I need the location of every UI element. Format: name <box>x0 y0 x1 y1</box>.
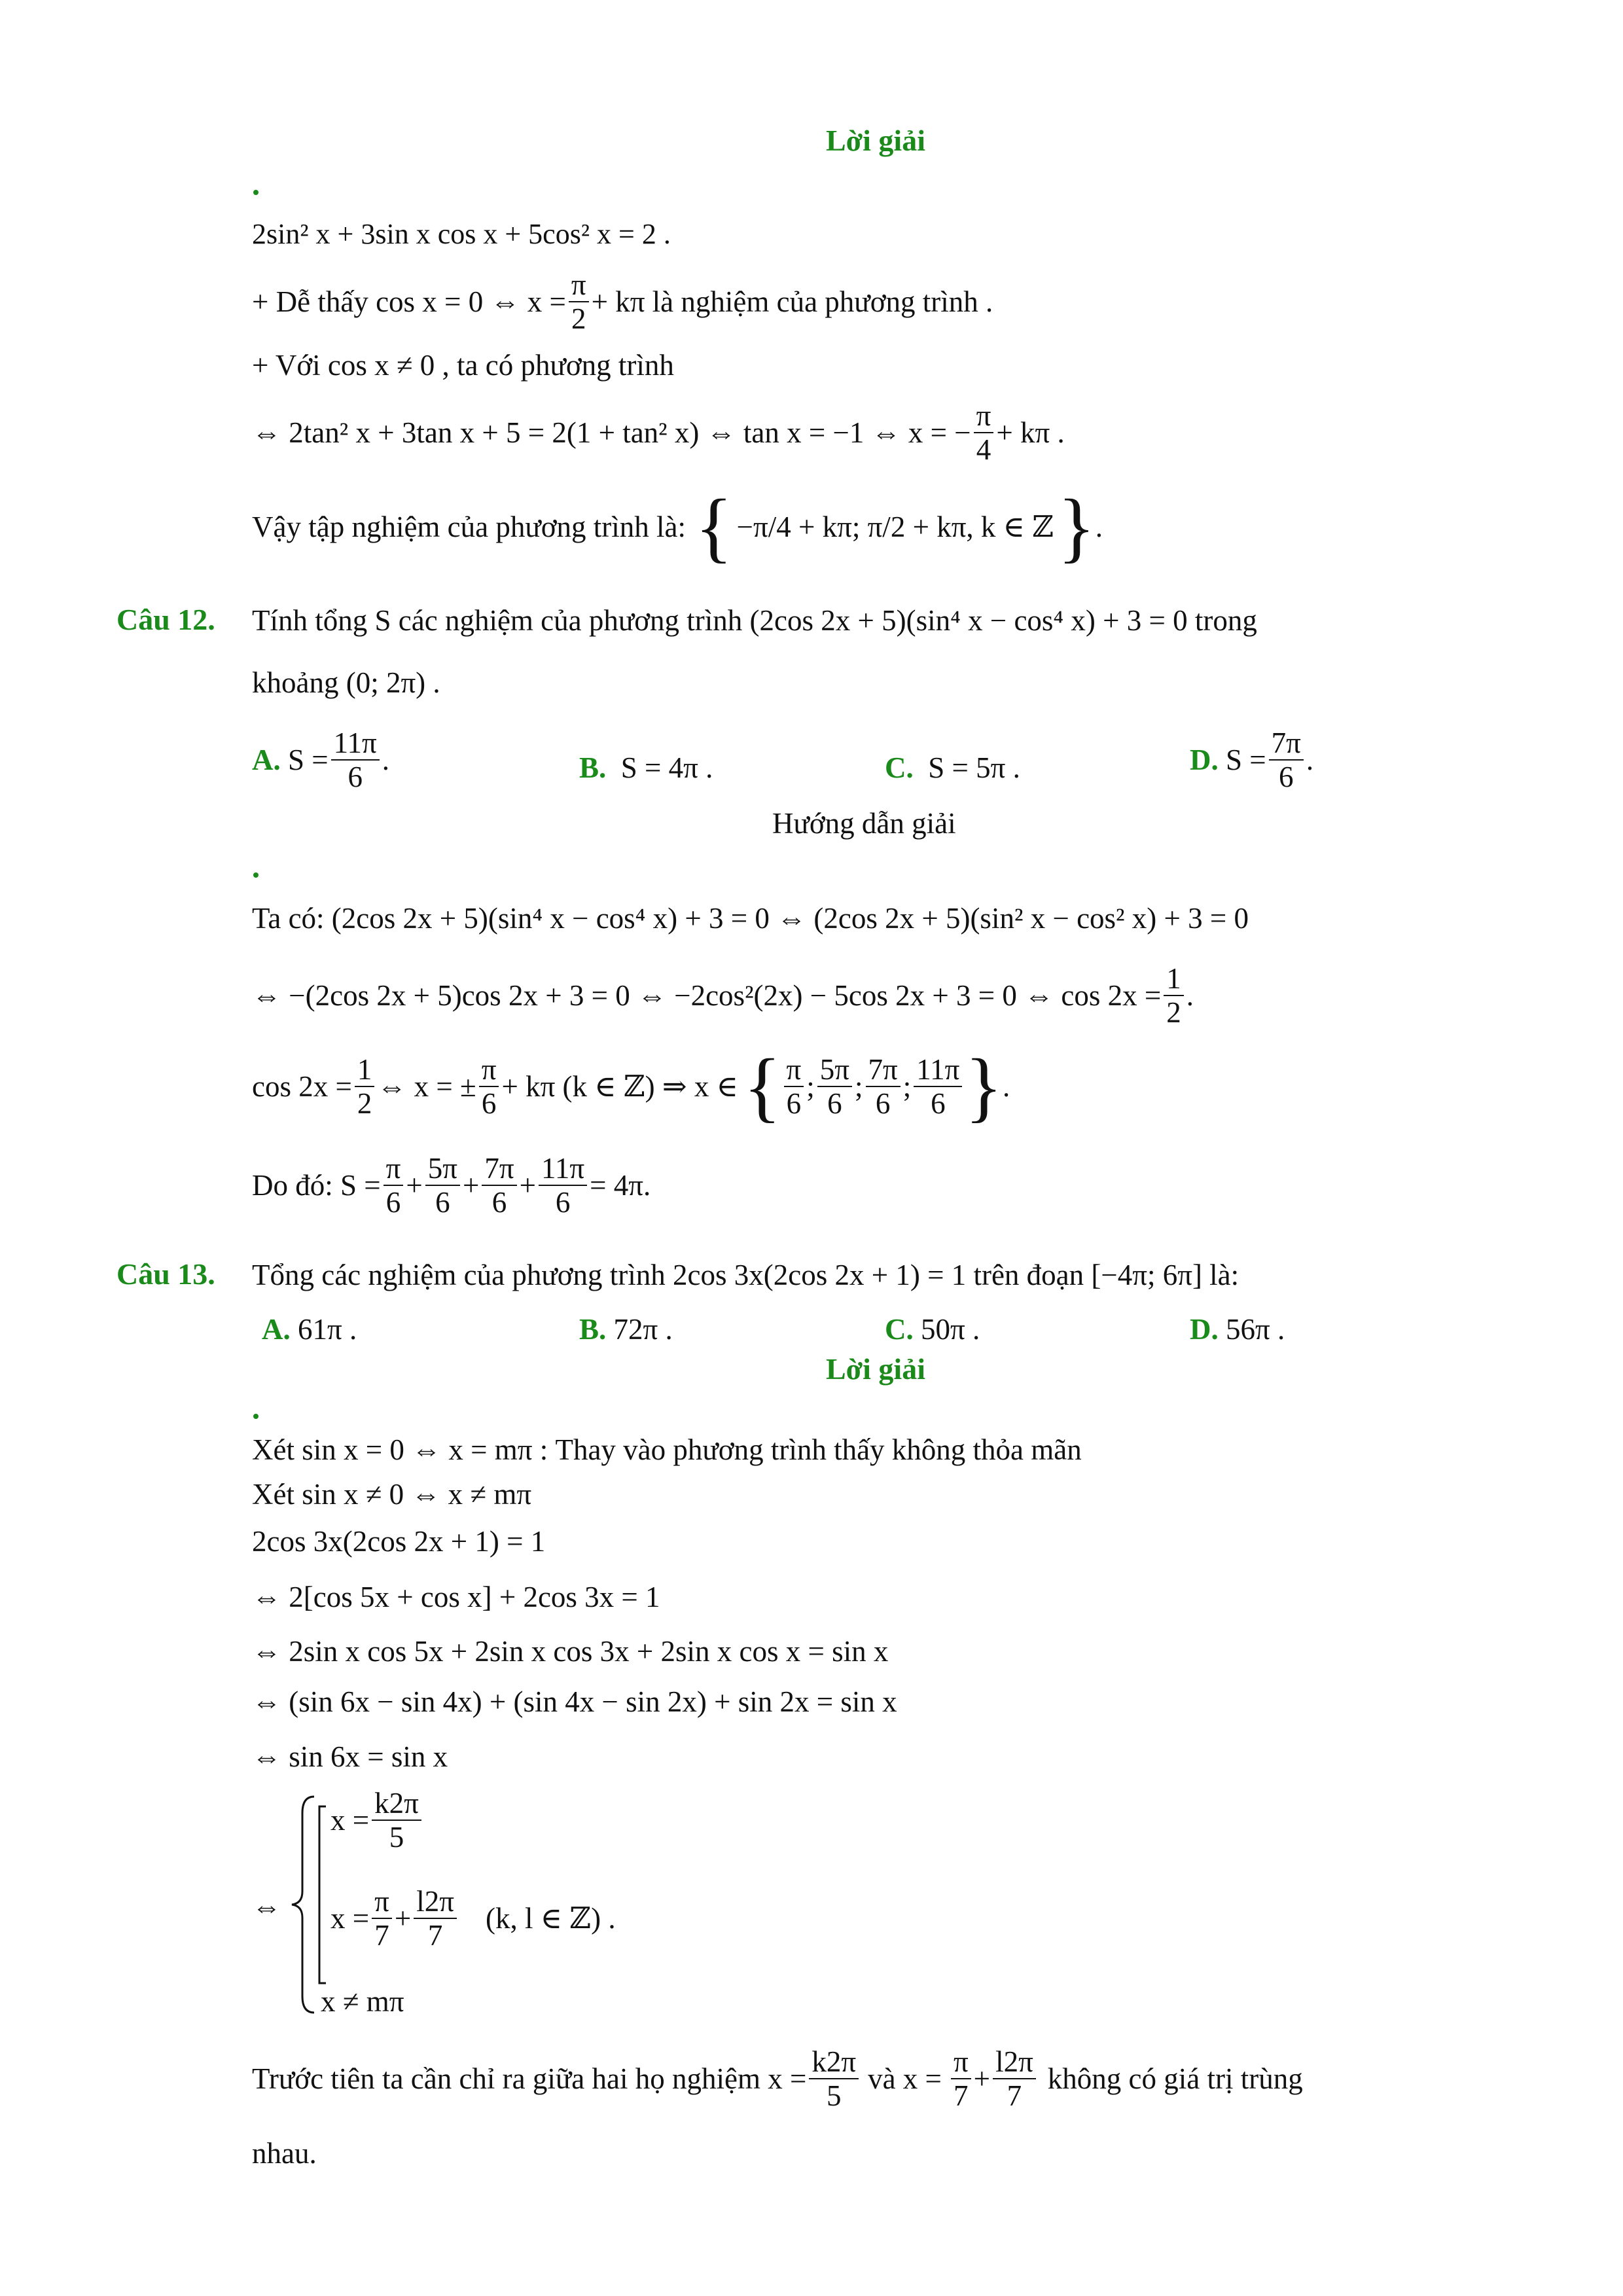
fraction <box>809 2045 859 2112</box>
text: x = <box>330 1804 370 1837</box>
denominator: 6 <box>555 1186 571 1219</box>
numerator: 5π <box>425 1152 460 1186</box>
text: ⇔ x = ± <box>377 1070 476 1103</box>
solution-set: $\frac{\pi}{6}$ ; $\frac{5\pi}{6}$ ; $\frac{7\pi}{6}$ ; $\frac{11\pi}{6}$ <box>781 1053 965 1120</box>
option-c[interactable] <box>885 1311 980 1348</box>
solution-set: −π/4 + kπ; π/2 + kπ, k ∈ ℤ <box>736 511 1054 543</box>
option-letter: C. <box>885 751 914 784</box>
denominator: 6 <box>1279 761 1294 793</box>
numerator: 5π <box>817 1053 852 1087</box>
fraction <box>539 1152 587 1219</box>
fraction <box>372 1787 421 1854</box>
numerator: π <box>383 1152 404 1186</box>
option-b[interactable] <box>579 749 713 786</box>
sum-terms: $\frac{\pi}{6}$ + $\frac{5\pi}{6}$ + $\frac{7\pi}{6}$ + $\frac{11\pi}{6}$ <box>381 1152 590 1219</box>
numerator: 7π <box>866 1053 901 1087</box>
denominator: 4 <box>976 433 991 466</box>
solution-heading: Lời giải <box>826 124 925 157</box>
denominator: 6 <box>481 1087 497 1120</box>
solution-step: Xét sin x ≠ 0 ⇔ x ≠ mπ <box>252 1478 532 1511</box>
text: cos 2x = <box>252 1070 352 1103</box>
numerator: 11π <box>539 1152 587 1186</box>
fraction <box>993 2045 1036 2112</box>
numerator: 11π <box>331 726 380 761</box>
equivalence-arrow: ⇔ <box>252 1890 281 1923</box>
option-letter: D. <box>1190 1313 1219 1346</box>
numerator: 1 <box>355 1053 375 1087</box>
fraction <box>866 1053 901 1120</box>
solution-step: cos 2x = $\frac{1}{2}$ ⇔ x = ± $\frac{\pi}{6}$ + kπ (k ∈ ℤ) ⇒ x ∈ { $\frac{\pi}{6}$ ; $\frac{5\pi}{6}$ ; $\frac{7\pi}{6}$ ; $\frac{11\pi}{6}$ } . <box>252 1043 1010 1130</box>
option-b[interactable] <box>579 1311 673 1348</box>
numerator: 7π <box>482 1152 516 1186</box>
case-cos-nonzero: + Với cos x ≠ 0 , ta có phương trình <box>252 349 674 382</box>
question-label: Câu 13. <box>116 1257 215 1291</box>
text: + kπ (k ∈ ℤ) ⇒ x ∈ <box>501 1070 738 1103</box>
text: + Dễ thấy cos x = 0 ⇔ x = <box>252 285 566 318</box>
solution-step: ⇔ 2[cos 5x + cos x] + 2cos 3x = 1 <box>252 1581 660 1613</box>
fraction <box>569 268 589 335</box>
denominator: 6 <box>348 761 363 793</box>
text: = 4π. <box>590 1169 651 1202</box>
text: x = <box>330 1902 370 1935</box>
option-d[interactable] <box>1190 726 1313 793</box>
denominator: 5 <box>826 2079 842 2112</box>
system-eq-3: x ≠ mπ <box>321 1985 404 2018</box>
denominator: 7 <box>427 1919 443 1952</box>
system-eq-1 <box>330 1787 424 1854</box>
solution-step: ⇔ 2sin x cos 5x + 2sin x cos 3x + 2sin x cos x = sin x <box>252 1635 889 1668</box>
bullet-dot <box>253 872 259 878</box>
numerator: π <box>784 1053 804 1087</box>
denominator: 6 <box>875 1087 891 1120</box>
denominator: 6 <box>931 1087 946 1120</box>
option-c[interactable] <box>885 749 1020 786</box>
equation-line: 2sin² x + 3sin x cos x + 5cos² x = 2 . <box>252 218 671 250</box>
option-text: S = <box>1226 744 1266 776</box>
solution-step: ⇔ −(2cos 2x + 5)cos 2x + 3 = 0 ⇔ −2cos²(2x) − 5cos 2x + 3 = 0 ⇔ cos 2x = $\frac{1}{2}$ . <box>252 962 1194 1029</box>
system-brace <box>288 1793 334 2016</box>
denominator: 6 <box>435 1186 450 1219</box>
option-text: S = <box>288 744 329 776</box>
solution-step: Xét sin x = 0 ⇔ x = mπ : Thay vào phương trình thấy không thỏa mãn <box>252 1433 1082 1466</box>
denominator: 6 <box>786 1087 802 1120</box>
denominator: 6 <box>491 1186 507 1219</box>
case-cos-zero <box>252 268 993 335</box>
fraction <box>914 1053 962 1120</box>
question-text: Tổng các nghiệm của phương trình 2cos 3x(2cos 2x + 1) = 1 trên đoạn [−4π; 6π] là: <box>252 1259 1240 1291</box>
option-letter: C. <box>885 1313 914 1346</box>
text: ⇔ 2tan² x + 3tan x + 5 = 2(1 + tan² x) ⇔ tan x = −1 ⇔ x = − <box>252 416 971 449</box>
fraction <box>482 1152 516 1219</box>
solution-step: 2cos 3x(2cos 2x + 1) = 1 <box>252 1525 546 1558</box>
fraction <box>331 726 380 793</box>
numerator: π <box>569 268 589 302</box>
fraction <box>414 1885 457 1952</box>
denominator: 6 <box>827 1087 842 1120</box>
system-eq-2: x = $\frac{\pi}{7}$ + $\frac{l2\pi}{7}$ (k, l ∈ ℤ) . <box>330 1885 616 1952</box>
numerator: π <box>372 1885 392 1919</box>
right-brace: } <box>965 1043 1003 1130</box>
fraction <box>817 1053 852 1120</box>
solution-step: ⇔ sin 6x = sin x <box>252 1740 448 1773</box>
numerator: l2π <box>993 2045 1036 2079</box>
guide-heading: Hướng dẫn giải <box>772 807 956 840</box>
numerator: 7π <box>1269 726 1304 761</box>
option-text: S = 4π . <box>620 751 713 784</box>
numerator: π <box>479 1053 499 1087</box>
option-a[interactable] <box>252 726 389 793</box>
numerator: 1 <box>1164 962 1184 996</box>
option-letter: A. <box>262 1313 291 1346</box>
right-brace: } <box>1058 483 1096 570</box>
option-post: . <box>382 744 389 776</box>
solution-step: ⇔ (sin 6x − sin 4x) + (sin 4x − sin 2x) + sin 2x = sin x <box>252 1685 897 1718</box>
numerator: π <box>974 399 994 433</box>
fraction <box>951 2045 971 2112</box>
option-text: S = 5π . <box>928 751 1020 784</box>
question-text-cont: khoảng (0; 2π) . <box>252 666 440 699</box>
text: + kπ . <box>996 416 1065 449</box>
option-text: 61π . <box>298 1313 357 1346</box>
denominator: 2 <box>1166 996 1181 1029</box>
option-d[interactable] <box>1190 1311 1285 1348</box>
numerator: k2π <box>809 2045 859 2079</box>
solution-step: Ta có: (2cos 2x + 5)(sin⁴ x − cos⁴ x) + 3 = 0 ⇔ (2cos 2x + 5)(sin² x − cos² x) + 3 = 0 <box>252 902 1249 935</box>
numerator: 11π <box>914 1053 962 1087</box>
fraction <box>1269 726 1304 793</box>
option-text: 50π . <box>921 1313 980 1346</box>
bullet-dot <box>253 1414 259 1419</box>
option-letter: B. <box>579 751 607 784</box>
text: Trước tiên ta cần chỉ ra giữa hai họ nghiệm x = <box>252 2062 807 2095</box>
solution-set-line: Vậy tập nghiệm của phương trình là: { −π/4 + kπ; π/2 + kπ, k ∈ ℤ } . <box>252 483 1103 570</box>
option-a[interactable] <box>262 1311 357 1348</box>
option-letter: B. <box>579 1313 607 1346</box>
denominator: 2 <box>571 302 586 335</box>
denominator: 7 <box>1007 2079 1022 2112</box>
denominator: 7 <box>954 2079 969 2112</box>
fraction <box>479 1053 499 1120</box>
text: + kπ là nghiệm của phương trình . <box>591 285 993 318</box>
denominator: 7 <box>374 1919 389 1952</box>
condition: (k, l ∈ ℤ) . <box>486 1902 616 1935</box>
option-text: 56π . <box>1226 1313 1285 1346</box>
option-letter: A. <box>252 744 281 776</box>
left-brace: { <box>695 483 733 570</box>
left-brace: { <box>743 1043 781 1130</box>
fraction <box>383 1152 404 1219</box>
fraction <box>974 399 994 466</box>
question-label: Câu 12. <box>116 603 215 636</box>
numerator: π <box>951 2045 971 2079</box>
text: không có giá trị trùng <box>1047 2062 1303 2095</box>
question-text: Tính tổng S các nghiệm của phương trình (2cos 2x + 5)(sin⁴ x − cos⁴ x) + 3 = 0 trong <box>252 604 1257 637</box>
conclusion-line: Trước tiên ta cần chỉ ra giữa hai họ nghiệm x = $\frac{k2\pi}{5}$ và x = $\frac{\pi}{7}$ + $\frac{l2\pi}{7}$ không có giá trị trùng <box>252 2045 1303 2112</box>
text: ⇔ −(2cos 2x + 5)cos 2x + 3 = 0 ⇔ −2cos²(2x) − 5cos 2x + 3 = 0 ⇔ cos 2x = <box>252 979 1162 1012</box>
denominator: 5 <box>389 1821 404 1854</box>
option-post: . <box>1306 744 1314 776</box>
fraction <box>372 1885 392 1952</box>
option-letter: D. <box>1190 744 1219 776</box>
numerator: k2π <box>372 1787 421 1821</box>
denominator: 6 <box>385 1186 401 1219</box>
numerator: l2π <box>414 1885 457 1919</box>
bullet-dot <box>253 190 259 195</box>
conclusion-line-cont: nhau. <box>252 2137 317 2170</box>
fraction <box>1164 962 1184 1029</box>
option-text: 72π . <box>613 1313 673 1346</box>
text: Do đó: S = <box>252 1169 381 1202</box>
fraction <box>355 1053 375 1120</box>
fraction <box>425 1152 460 1219</box>
text: và x = <box>868 2062 942 2095</box>
solution-heading: Lời giải <box>826 1352 925 1386</box>
fraction <box>784 1053 804 1120</box>
sum-result <box>252 1152 651 1219</box>
text: Vậy tập nghiệm của phương trình là: <box>252 511 687 543</box>
denominator: 2 <box>357 1087 372 1120</box>
tan-equation <box>252 399 1065 466</box>
